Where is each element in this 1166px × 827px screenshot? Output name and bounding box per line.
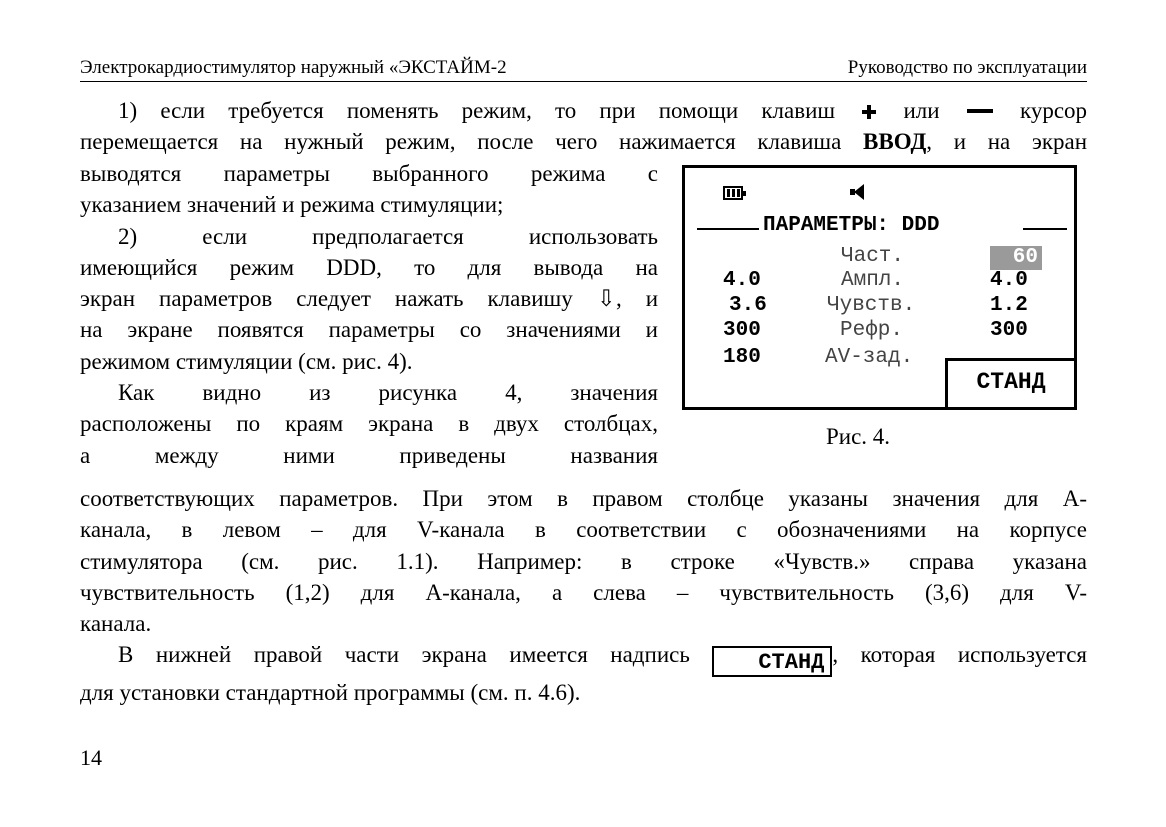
text-line: указанием значений и режима стимуляции; <box>80 192 504 218</box>
text-line: расположены по краям экрана в двух столбцах, <box>80 411 658 437</box>
header-left: Электрокардиостимулятор наружный «ЭКСТАЙМ-2 <box>80 57 507 78</box>
text-line: В нижней правой части экрана имеется надпись СТАНД , которая используется <box>118 642 1087 676</box>
minus-key-icon <box>967 109 993 113</box>
param-name: AV-зад. <box>825 346 914 369</box>
param-name: Рефр. <box>840 319 904 342</box>
text-line: а между ними приведены названия <box>80 442 658 468</box>
param-name: Чувств. <box>827 294 916 317</box>
param-value-right: 1.2 <box>990 294 1028 317</box>
figure-caption: Рис. 4. <box>826 424 891 449</box>
screen-title: ПАРАМЕТРЫ: DDD <box>697 214 1067 242</box>
key-enter: ВВОД <box>863 129 927 155</box>
text-line: имеющийся режим DDD, то для вывода на <box>80 254 658 280</box>
param-name: Ампл. <box>841 269 905 292</box>
param-value-left: 300 <box>723 319 761 342</box>
text-line: перемещается на нужный режим, после чего нажимается клавиша ВВОД, и на экран <box>80 129 1088 155</box>
text-line: режимом стимуляции (см. рис. 4). <box>80 348 413 374</box>
param-value-left: 4.0 <box>723 269 761 292</box>
paragraph-3-bottom <box>80 483 1087 709</box>
speaker-icon <box>850 184 864 200</box>
text-line: 1) если требуется поменять режим, то при помощи клавиш или курсор <box>118 98 1088 123</box>
text-line: канала, в левом – для V-канала в соответствии с обозначениями на корпусе <box>80 517 1087 543</box>
param-value-left: 3.6 <box>729 294 767 317</box>
page-number: 14 <box>80 745 102 770</box>
param-name: Част. <box>841 245 905 268</box>
text-line: экран параметров следует нажать клавишу ⇩, и <box>80 286 658 312</box>
text-line: чувствительность (1,2) для А-канала, а слева – чувствительность (3,6) для V- <box>80 579 1087 605</box>
text-line: на экране появятся параметры со значениями и <box>80 317 658 343</box>
text-line: 2) если предполагается использовать <box>118 223 658 249</box>
stand-label: СТАНД <box>945 358 1077 410</box>
text-line: соответствующих параметров. При этом в правом столбце указаны значения для А- <box>80 486 1087 511</box>
stimulator-screen-figure <box>682 165 1077 410</box>
text-line: канала. <box>80 611 152 637</box>
text-line: стимулятора (см. рис. 1.1). Например: в строке «Чувств.» справа указана <box>80 548 1087 574</box>
param-value-left: 180 <box>723 346 761 369</box>
param-value-right: 4.0 <box>990 269 1028 292</box>
left-column-text <box>80 158 658 471</box>
battery-icon <box>723 186 743 200</box>
param-value-highlighted: 60 <box>990 246 1042 270</box>
text-line: Как видно из рисунка 4, значения <box>118 380 658 406</box>
header-right: Руководство по эксплуатации <box>847 57 1087 78</box>
text-line: для установки стандартной программы (см. п. 4.6). <box>80 680 581 706</box>
paragraph-1-top <box>80 95 1087 158</box>
text-line: выводятся параметры выбранного режима с <box>80 161 658 186</box>
param-value-right: 300 <box>990 319 1028 342</box>
stand-inline-label: СТАНД <box>712 646 832 677</box>
plus-key-icon <box>862 105 876 119</box>
running-header <box>80 57 1087 82</box>
